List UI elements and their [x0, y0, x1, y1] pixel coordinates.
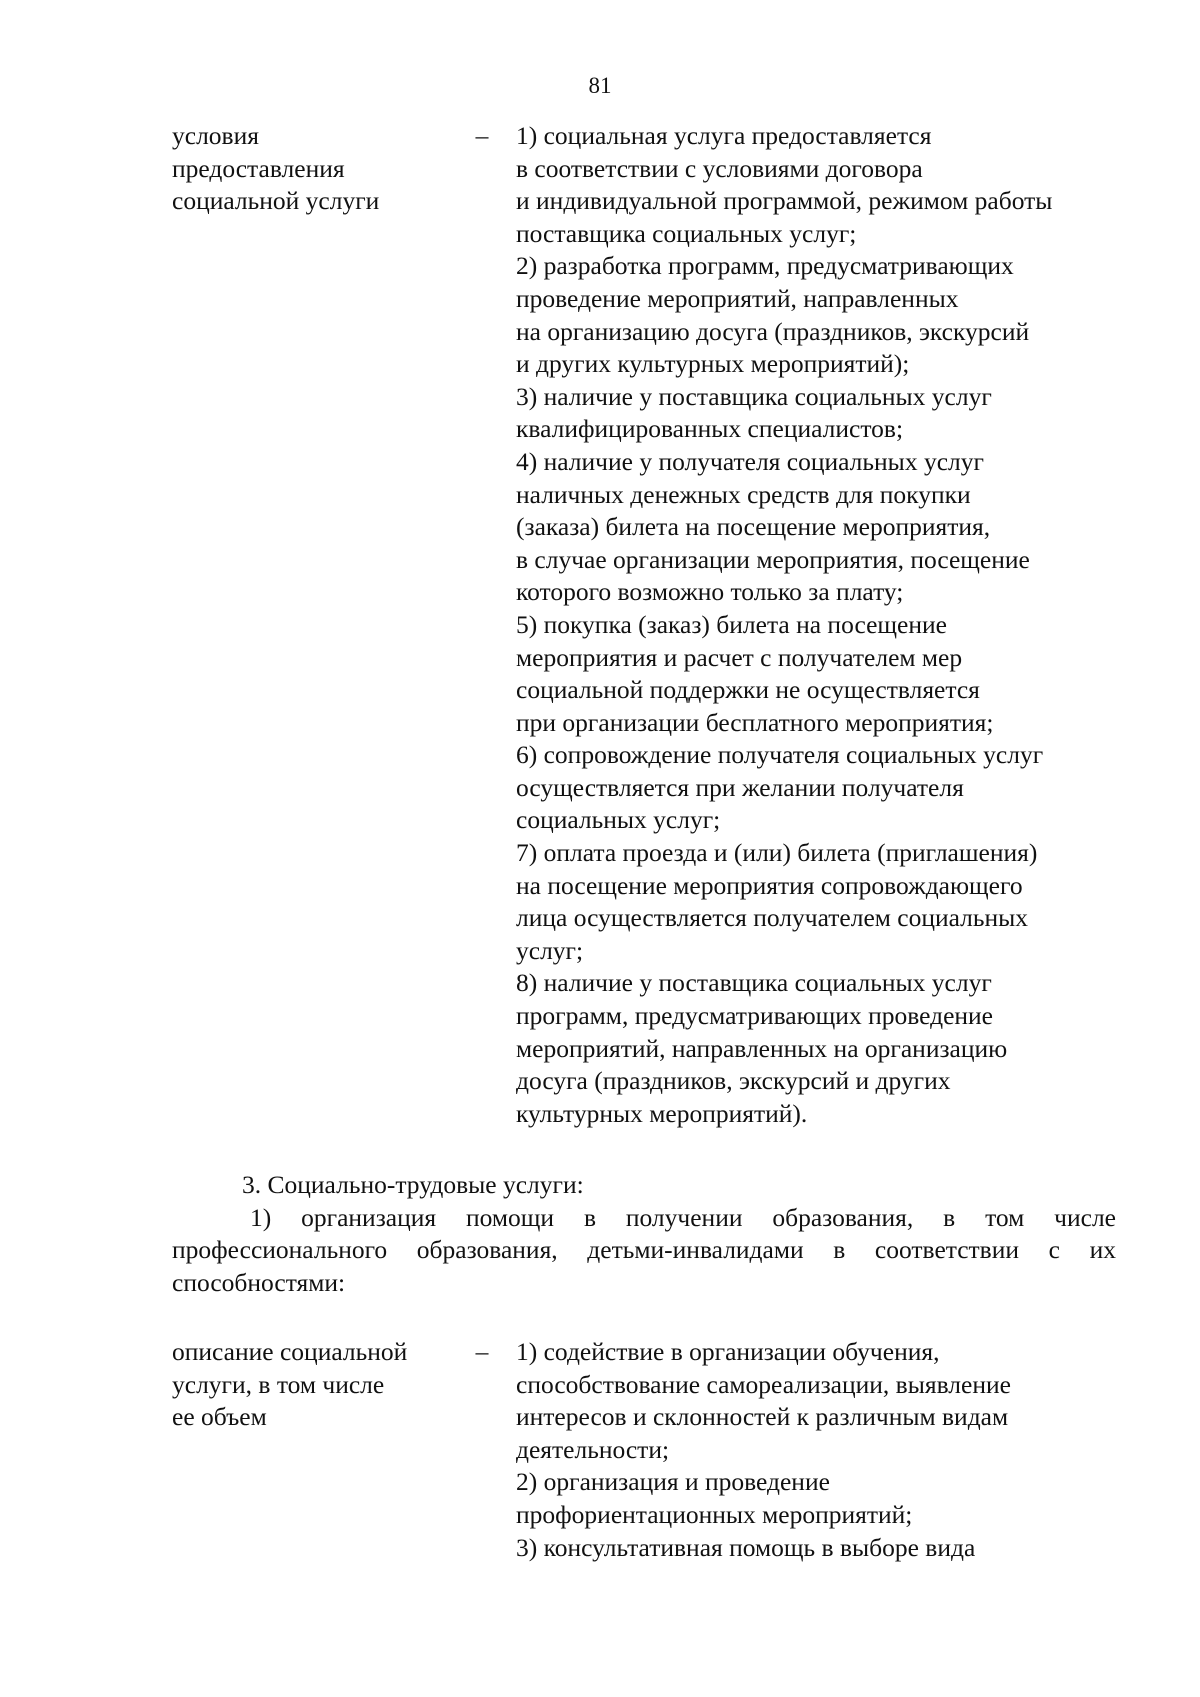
paragraph-line: 1) организация помощи в получении образования, в том числе	[250, 1202, 1116, 1232]
content-line: 1) содействие в организации обучения,	[516, 1337, 940, 1366]
content-line: услуг;	[516, 935, 584, 965]
dash-separator: –	[475, 121, 489, 150]
paragraph-line: профессионального образования, детьми-инвалидами в соответствии с их	[172, 1235, 1116, 1265]
label-line: социальной услуги	[172, 186, 380, 216]
label-line: условия	[172, 121, 259, 150]
content-line: социальных услуг;	[516, 805, 721, 835]
content-line: которого возможно только за плату;	[516, 577, 904, 607]
section-social-labor	[172, 1169, 1116, 1299]
conditions-label	[172, 120, 462, 218]
content-line: на организацию досуга (праздников, экскурсий	[516, 316, 1030, 346]
label-line: описание социальной	[172, 1337, 408, 1366]
paragraph-line: способностями:	[172, 1267, 346, 1297]
content-line: при организации бесплатного мероприятия;	[516, 707, 994, 737]
content-line: поставщика социальных услуг;	[516, 218, 857, 248]
content-line: квалифицированных специалистов;	[516, 414, 904, 444]
content-line: социальной поддержки не осуществляется	[516, 675, 980, 705]
content-line: деятельности;	[516, 1434, 670, 1464]
content-line: способствование самореализации, выявление	[516, 1369, 1011, 1399]
description-row	[172, 1336, 1116, 1576]
content-line: 5) покупка (заказ) билета на посещение	[516, 609, 947, 639]
content-line: 2) организация и проведение	[516, 1467, 830, 1497]
content-line: наличных денежных средств для покупки	[516, 479, 971, 509]
content-line: осуществляется при желании получателя	[516, 772, 964, 802]
content-line: 7) оплата проезда и (или) билета (приглашения)	[516, 838, 1038, 868]
content-line: и других культурных мероприятий);	[516, 349, 910, 379]
label-line: предоставления	[172, 153, 345, 183]
content-line: на посещение мероприятия сопровождающего	[516, 870, 1023, 900]
content-line: в случае организации мероприятия, посещение	[516, 544, 1030, 574]
conditions-row	[172, 120, 1116, 1140]
content-line: мероприятий, направленных на организацию	[516, 1033, 1008, 1063]
content-line: 3) наличие у поставщика социальных услуг	[516, 381, 992, 411]
content-line: программ, предусматривающих проведение	[516, 1001, 993, 1031]
dash-separator: –	[475, 1337, 489, 1366]
content-line: досуга (праздников, экскурсий и других	[516, 1066, 951, 1096]
conditions-content	[516, 120, 1116, 1130]
page-number: 81	[588, 73, 612, 98]
content-line: (заказа) билета на посещение мероприятия,	[516, 512, 991, 542]
content-line: профориентационных мероприятий;	[516, 1499, 913, 1529]
description-content	[516, 1336, 1116, 1564]
label-line: услуги, в том числе	[172, 1369, 385, 1399]
section-heading: 3. Социально-трудовые услуги:	[242, 1170, 584, 1199]
content-line: проведение мероприятий, направленных	[516, 283, 959, 313]
content-line: интересов и склонностей к различным видам	[516, 1402, 1009, 1432]
content-line: 8) наличие у поставщика социальных услуг	[516, 968, 992, 998]
content-line: лица осуществляется получателем социальных	[516, 903, 1029, 933]
label-line: ее объем	[172, 1402, 267, 1432]
description-label	[172, 1336, 462, 1434]
content-line: 3) консультативная помощь в выборе вида	[516, 1532, 976, 1562]
content-line: 2) разработка программ, предусматривающих	[516, 251, 1014, 281]
content-line: культурных мероприятий).	[516, 1098, 808, 1128]
content-line: и индивидуальной программой, режимом работы	[516, 186, 1053, 216]
content-line: мероприятия и расчет с получателем мер	[516, 642, 963, 672]
content-line: 1) социальная услуга предоставляется	[516, 121, 932, 150]
content-line: 4) наличие у получателя социальных услуг	[516, 446, 984, 476]
content-line: в соответствии с условиями договора	[516, 153, 923, 183]
content-line: 6) сопровождение получателя социальных услуг	[516, 740, 1044, 770]
